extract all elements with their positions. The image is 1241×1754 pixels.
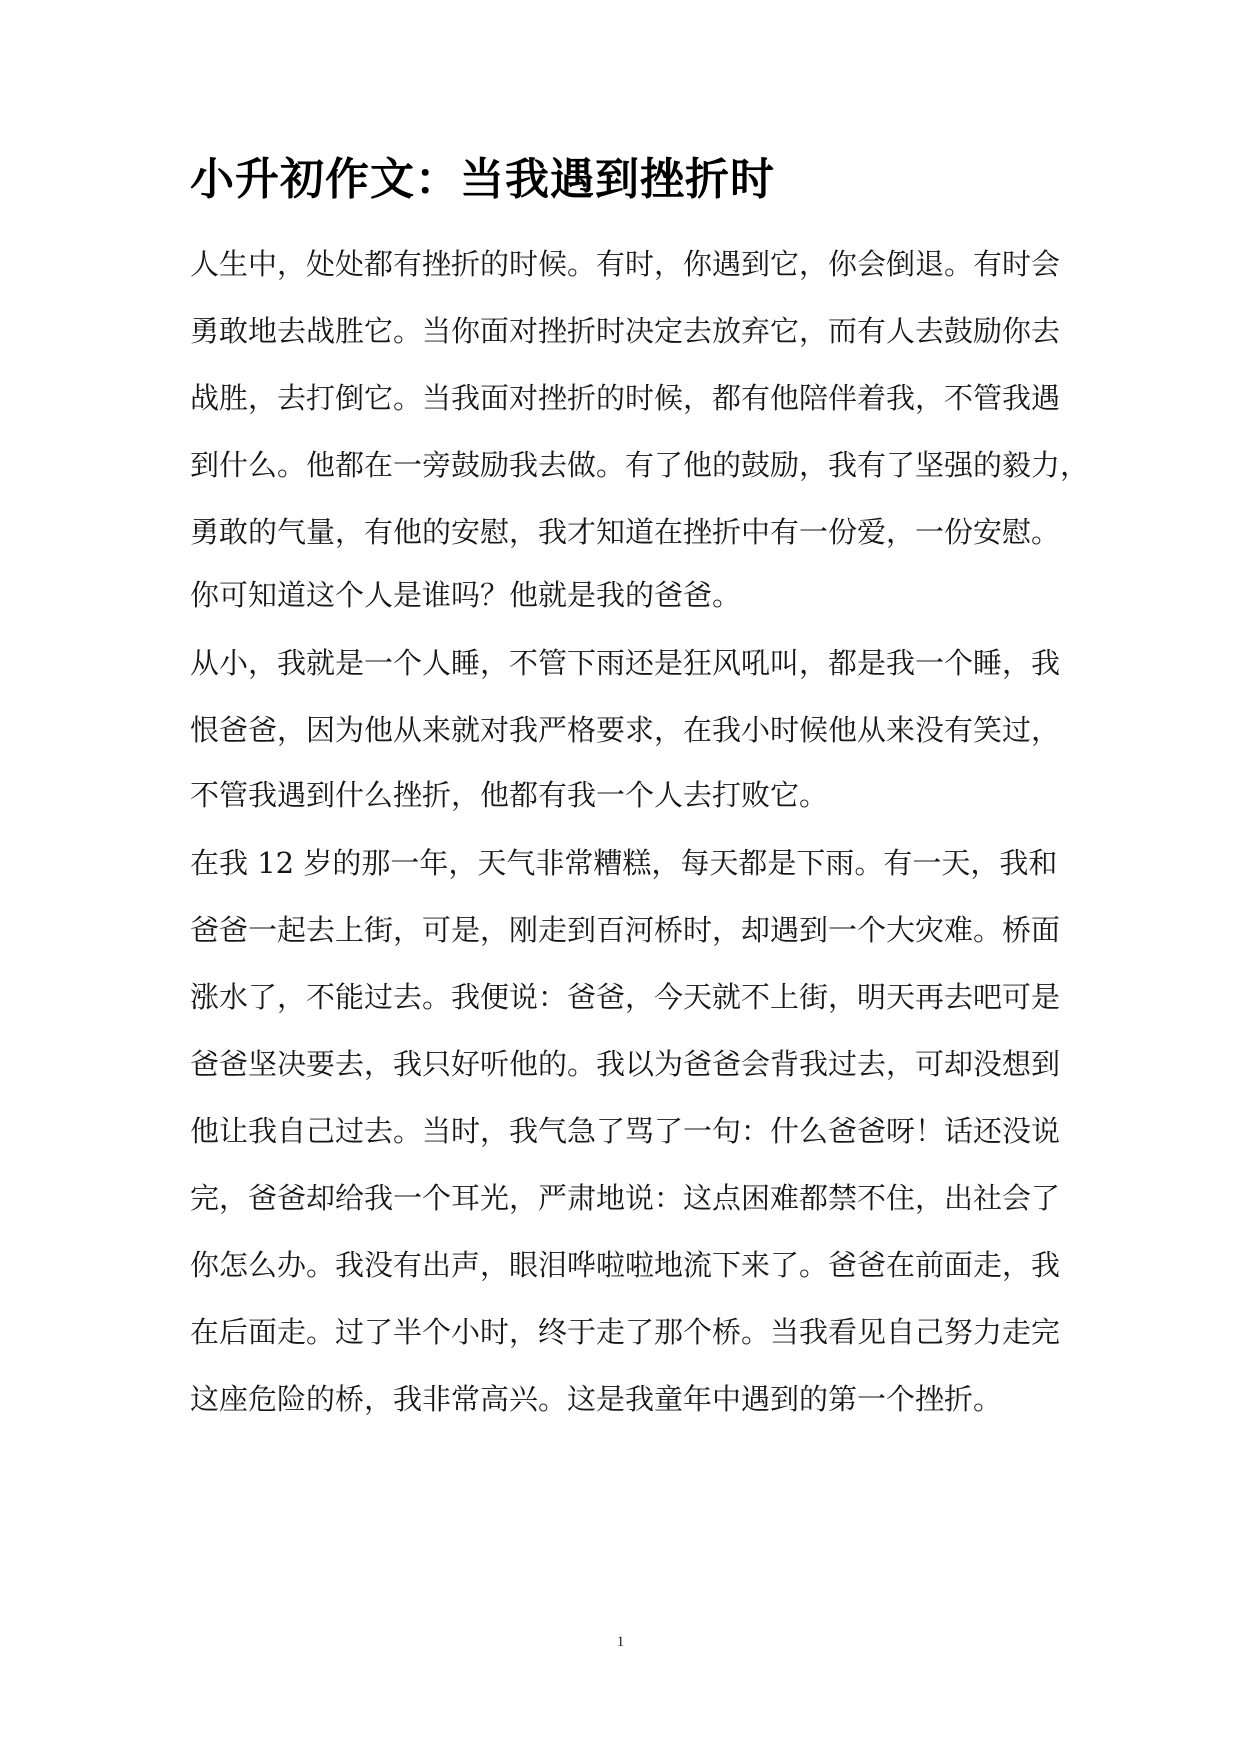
text-line: 到什么。他都在一旁鼓励我去做。有了他的鼓励，我有了坚强的毅力， [190,448,1090,482]
text-line: 在后面走。过了半个小时，终于走了那个桥。当我看见自己努力走完 [190,1315,1061,1349]
text-line: 这座危险的桥，我非常高兴。这是我童年中遇到的第一个挫折。 [190,1382,1003,1416]
text-line: 战胜，去打倒它。当我面对挫折的时候，都有他陪伴着我，不管我遇 [190,381,1061,415]
text-line: 爸爸坚决要去，我只好听他的。我以为爸爸会背我过去，可却没想到 [190,1047,1061,1081]
text-line: 爸爸一起去上街，可是，刚走到百河桥时，却遇到一个大灾难。桥面 [190,913,1061,947]
page-number: 1 [616,1634,625,1650]
text-line: 你怎么办。我没有出声，眼泪哗啦啦地流下来了。爸爸在前面走，我 [190,1248,1061,1282]
text-line: 完，爸爸却给我一个耳光，严肃地说：这点困难都禁不住，出社会了 [190,1181,1061,1215]
text-line: 从小，我就是一个人睡，不管下雨还是狂风吼叫，都是我一个睡，我 [190,646,1061,680]
text-line: 你可知道这个人是谁吗？他就是我的爸爸。 [190,578,742,612]
text-line: 勇敢地去战胜它。当你面对挫折时决定去放弃它，而有人去鼓励你去 [190,314,1061,348]
page-title: 小升初作文：当我遇到挫折时 [190,154,775,205]
text-line: 涨水了，不能过去。我便说：爸爸，今天就不上街，明天再去吧可是 [190,980,1061,1014]
text-line: 勇敢的气量，有他的安慰，我才知道在挫折中有一份爱，一份安慰。 [190,515,1061,549]
text-line: 他让我自己过去。当时，我气急了骂了一句：什么爸爸呀！话还没说 [190,1114,1061,1148]
text-line: 在我 12 岁的那一年，天气非常糟糕，每天都是下雨。有一天，我和 [190,846,1058,880]
text-line: 恨爸爸，因为他从来就对我严格要求，在我小时候他从来没有笑过， [190,713,1061,747]
text-line: 人生中，处处都有挫折的时候。有时，你遇到它，你会倒退。有时会 [190,247,1061,281]
text-line: 不管我遇到什么挫折，他都有我一个人去打败它。 [190,778,829,812]
